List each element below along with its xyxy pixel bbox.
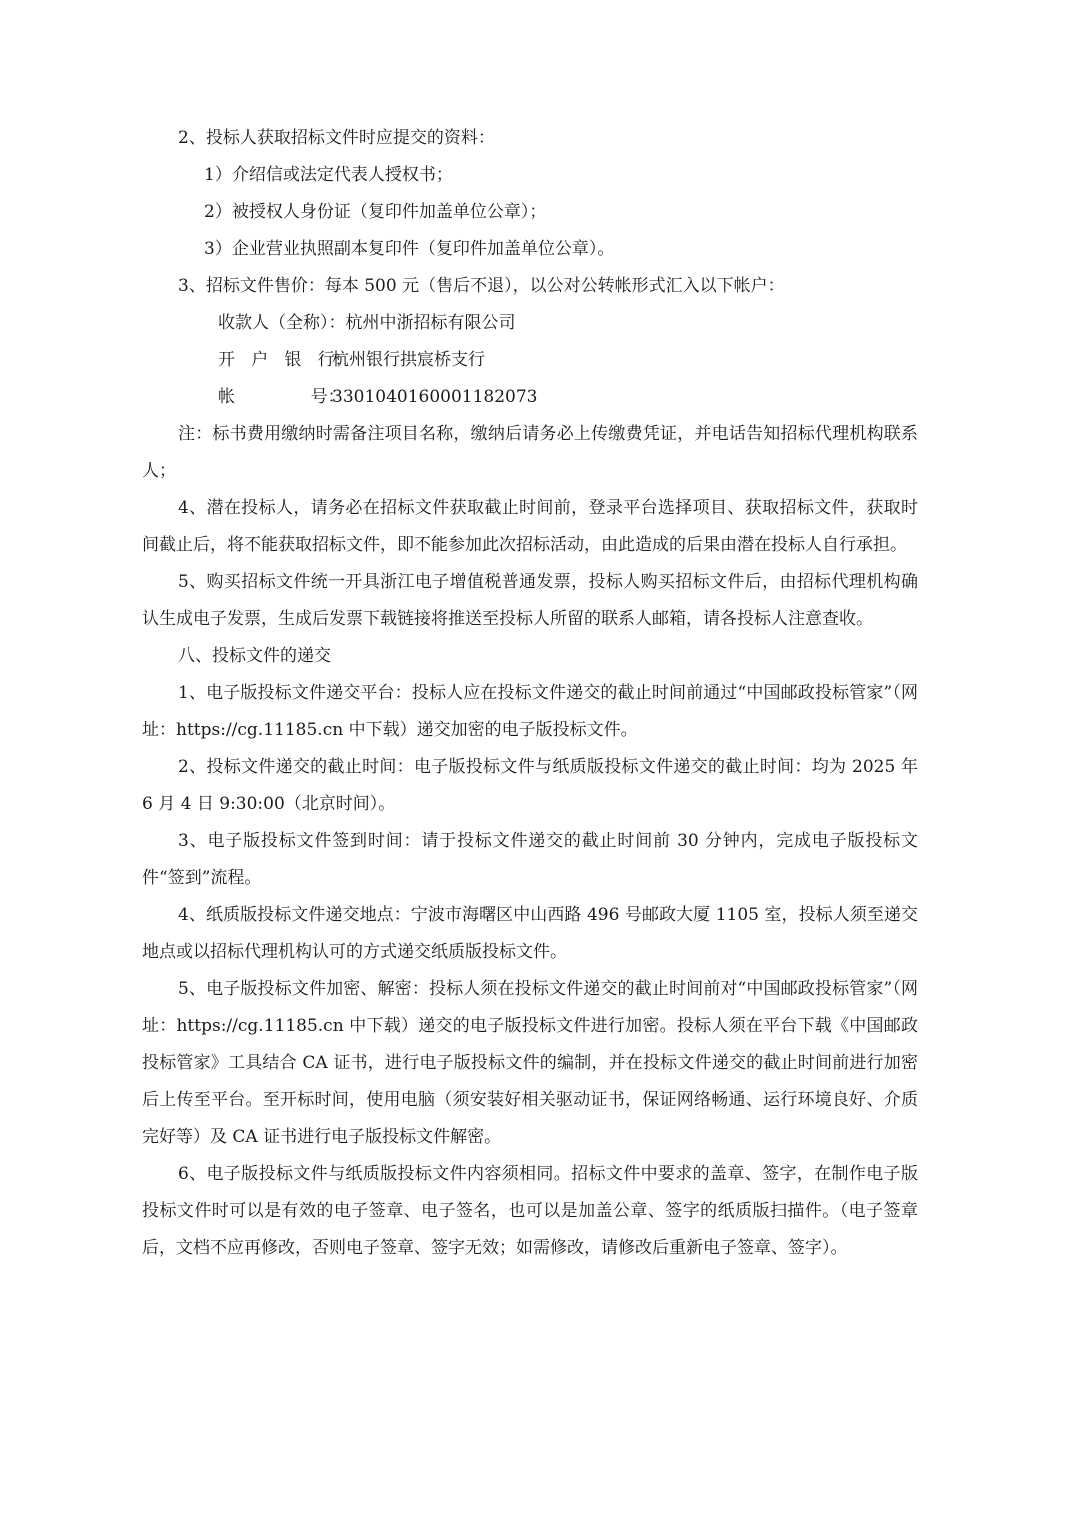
section-2-item-1: 1）介绍信或法定代表人授权书；: [204, 165, 453, 185]
document-page: [142, 120, 918, 1267]
payee-line: [142, 305, 918, 342]
chapter-8-paragraph-2: 2、投标文件递交的截止时间：电子版投标文件与纸质版投标文件递交的截止时间：均为 2025 年 6 月 4 日 9:30:00（北京时间）。: [142, 757, 918, 814]
bank-label: 开 户 银 行：: [218, 350, 352, 370]
chapter-8-title: 八、投标文件的递交: [178, 646, 331, 666]
section-2-item-3: 3）企业营业执照副本复印件（复印件加盖单位公章）。: [204, 239, 615, 259]
payment-note: 注：标书费用缴纳时需备注项目名称，缴纳后请务必上传缴费凭证，并电话告知招标代理机构联系人；: [142, 424, 918, 481]
section-5-paragraph: 5、购买招标文件统一开具浙江电子增值税普通发票，投标人购买招标文件后，由招标代理机构确认生成电子发票，生成后发票下载链接将推送至投标人所留的联系人邮箱，请各投标人注意查收。: [142, 572, 918, 629]
account-value: 3301040160001182073: [332, 387, 538, 407]
chapter-8-paragraph-6: 6、电子版投标文件与纸质版投标文件内容须相同。招标文件中要求的盖章、签字，在制作电子版投标文件时可以是有效的电子签章、电子签名，也可以是加盖公章、签字的纸质版扫描件。（电子签章后，文档不应再修改，否则电子签章、签字无效；如需修改，请修改后重新电子签章、签字）。: [142, 1164, 918, 1258]
payee-label: 收款人（全称）：: [218, 313, 346, 333]
section-2-item-2: 2）被授权人身份证（复印件加盖单位公章）；: [204, 202, 547, 222]
payee-value: 杭州中浙招标有限公司: [345, 313, 516, 333]
chapter-8-paragraph-5: 5、电子版投标文件加密、解密：投标人须在投标文件递交的截止时间前对“中国邮政投标管家”（网址：https://cg.11185.cn 中下载）递交的电子版投标文件进行加密。投标人须在平台下载《中国邮政投标管家》工具结合 CA 证书，进行电子版投标文件的编制，并在投标文件递交的截止时间前进行加密后上传至平台。至开标时间，使用电脑（须安装好相关驱动证书，保证网络畅通、运行环境良好、介质完好等）及 CA 证书进行电子版投标文件解密。: [142, 979, 918, 1147]
section-3-heading: 3、招标文件售价：每本 500 元（售后不退），以公对公转帐形式汇入以下帐户：: [178, 276, 785, 296]
section-2-heading: 2、投标人获取招标文件时应提交的资料：: [178, 128, 495, 148]
account-line: [142, 379, 918, 416]
section-4-paragraph: 4、潜在投标人，请务必在招标文件获取截止时间前，登录平台选择项目、获取招标文件，获取时间截止后，将不能获取招标文件，即不能参加此次招标活动，由此造成的后果由潜在投标人自行承担。: [142, 498, 918, 555]
account-label: 帐 号：: [218, 387, 345, 407]
chapter-8-paragraph-3: 3、电子版投标文件签到时间：请于投标文件递交的截止时间前 30 分钟内，完成电子版投标文件“签到”流程。: [142, 831, 918, 888]
chapter-8-paragraph-1: 1、电子版投标文件递交平台：投标人应在投标文件递交的截止时间前通过“中国邮政投标管家”（网址：https://cg.11185.cn 中下载）递交加密的电子版投标文件。: [142, 683, 918, 740]
chapter-8-paragraph-4: 4、纸质版投标文件递交地点：宁波市海曙区中山西路 496 号邮政大厦 1105 室，投标人须至递交地点或以招标代理机构认可的方式递交纸质版投标文件。: [142, 905, 918, 962]
bank-line: [142, 342, 918, 379]
bank-value: 杭州银行拱宸桥支行: [332, 350, 485, 370]
